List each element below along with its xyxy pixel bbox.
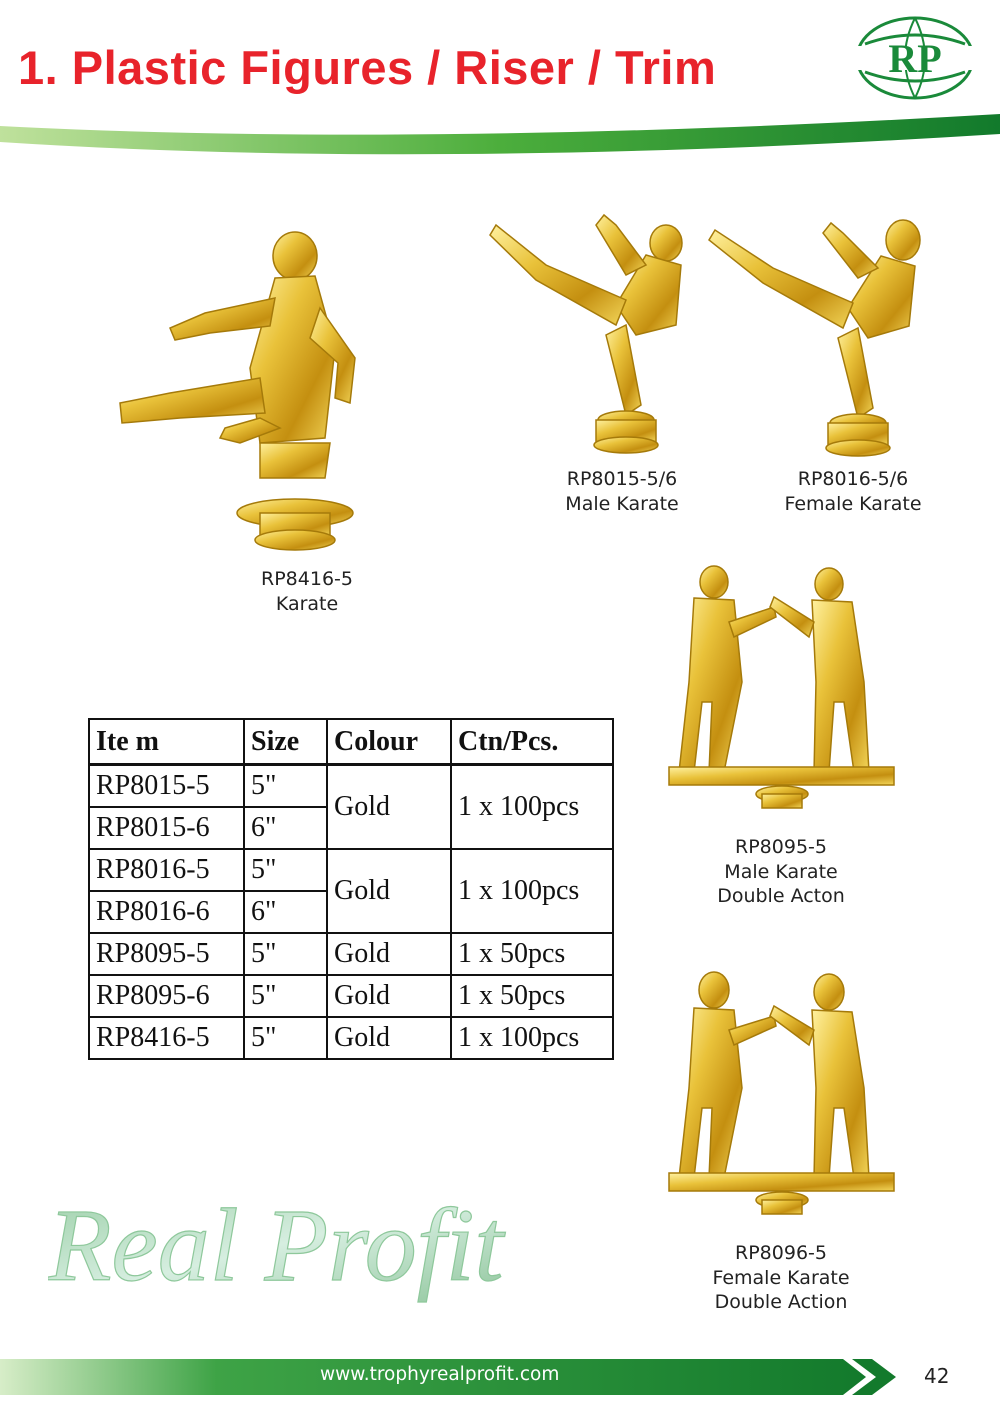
caption-rp8096-5	[681, 1241, 881, 1315]
cell-item: RP8015-6	[89, 807, 244, 849]
female-karate-sparring-pair-figure-icon	[664, 968, 899, 1223]
product-name-2: Double Acton	[717, 885, 845, 907]
footer-url[interactable]: www.trophyrealprofit.com	[320, 1364, 560, 1385]
rp-logo	[845, 14, 985, 102]
product-image-rp8416-5	[110, 228, 400, 558]
karate-flying-kick-figure-icon	[110, 228, 400, 558]
male-karate-high-kick-figure-icon	[486, 205, 696, 455]
product-name: Female Karate	[784, 492, 922, 515]
cell-colour: Gold	[327, 933, 451, 975]
cell-colour: Gold	[327, 765, 451, 850]
product-name: Female Karate	[712, 1266, 850, 1289]
table-header-row	[89, 719, 613, 765]
product-name-2: Double Action	[714, 1291, 848, 1313]
male-karate-sparring-pair-figure-icon	[664, 562, 899, 817]
product-code: RP8416-5	[261, 568, 353, 590]
svg-text:Real Profit: Real Profit	[48, 1188, 504, 1303]
product-image-rp8016	[703, 208, 928, 458]
cell-item: RP8016-5	[89, 849, 244, 891]
caption-rp8416-5	[207, 567, 407, 616]
header-colour: Colour	[327, 719, 451, 765]
table-row	[89, 849, 613, 891]
cell-size: 6"	[244, 807, 327, 849]
table-row	[89, 1017, 613, 1059]
cell-ctn: 1 x 50pcs	[451, 933, 613, 975]
header-swoosh	[0, 108, 1000, 168]
cell-size: 5"	[244, 933, 327, 975]
product-name: Male Karate	[565, 492, 679, 515]
table-row	[89, 933, 613, 975]
table-row	[89, 975, 613, 1017]
product-name: Male Karate	[724, 860, 838, 883]
cell-size: 5"	[244, 1017, 327, 1059]
female-karate-high-kick-figure-icon	[703, 208, 928, 458]
header-ctn: Ctn/Pcs.	[451, 719, 613, 765]
caption-rp8016	[753, 467, 953, 516]
cell-colour: Gold	[327, 975, 451, 1017]
cell-ctn: 1 x 100pcs	[451, 765, 613, 850]
cell-item: RP8095-6	[89, 975, 244, 1017]
product-code: RP8015-5/6	[566, 468, 678, 490]
product-name: Karate	[275, 592, 339, 615]
cell-item: RP8016-6	[89, 891, 244, 933]
caption-rp8015	[522, 467, 722, 516]
cell-item: RP8095-5	[89, 933, 244, 975]
page-title: 1. Plastic Figures / Riser / Trim	[18, 41, 717, 94]
logo-text: RP	[888, 36, 942, 81]
table-row	[89, 765, 613, 808]
product-code: RP8096-5	[735, 1242, 827, 1264]
cell-ctn: 1 x 100pcs	[451, 849, 613, 933]
cell-size: 5"	[244, 975, 327, 1017]
product-image-rp8095-5	[664, 562, 899, 817]
cell-colour: Gold	[327, 849, 451, 933]
cell-size: 5"	[244, 849, 327, 891]
header-item: Ite m	[89, 719, 244, 765]
cell-colour: Gold	[327, 1017, 451, 1059]
caption-rp8095-5	[681, 835, 881, 909]
cell-ctn: 1 x 100pcs	[451, 1017, 613, 1059]
page-number: 42	[924, 1364, 950, 1388]
product-image-rp8015	[486, 205, 696, 455]
cell-ctn: 1 x 50pcs	[451, 975, 613, 1017]
spec-table	[88, 718, 614, 1060]
cell-size: 6"	[244, 891, 327, 933]
product-image-rp8096-5	[664, 968, 899, 1223]
real-profit-watermark	[48, 1188, 688, 1318]
cell-size: 5"	[244, 765, 327, 808]
product-code: RP8095-5	[735, 836, 827, 858]
header-size: Size	[244, 719, 327, 765]
cell-item: RP8015-5	[89, 765, 244, 808]
cell-item: RP8416-5	[89, 1017, 244, 1059]
product-code: RP8016-5/6	[797, 468, 909, 490]
